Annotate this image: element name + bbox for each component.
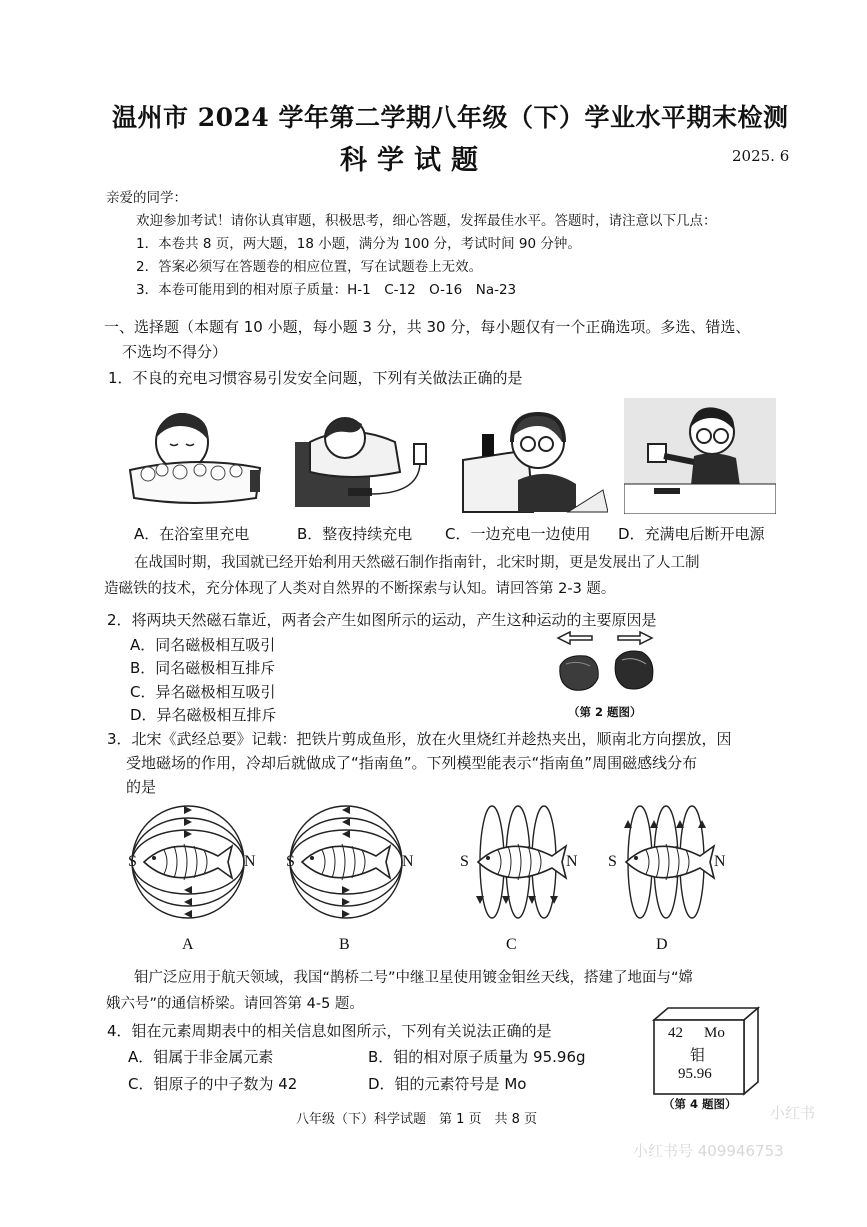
fig-c-south-label: S [460,853,469,870]
fig-b-north-label: N [402,853,414,870]
passage-1: 在战国时期，我国就已经开始利用天然磁石制作指南针，北宋时期，更是发展出了人工制 [134,555,700,571]
fig-b-label: B [339,936,350,953]
q2-option-d: D．异名磁极相互排斥 [130,706,277,724]
page-footer: 八年级（下）科学试题 第 1 页 共 8 页 [296,1112,538,1127]
fig-d-south-label: S [608,853,617,870]
element-name: 钼 [690,1046,706,1064]
notice-item: 3．本卷可能用到的相对原子质量：H-1 C-12 O-16 Na-23 [136,282,517,298]
fish-field-model-b [276,800,416,928]
fig-a-label: A [182,936,194,953]
overnight-charging-illustration [290,402,440,514]
fig-a-north-label: N [244,853,256,870]
q2-option-b: B．同名磁极相互排斥 [130,659,276,677]
notice-item: 2．答案必须写在答题卷的相应位置，写在试题卷上无效。 [136,259,483,275]
element-mass: 95.96 [678,1066,712,1082]
magnets-repelling-figure [552,630,664,700]
q4-option-c: C．钼原子的中子数为 42 [128,1075,298,1093]
question-3-stem-cont: 受地磁场的作用，冷却后就做成了“指南鱼”。下列模型能表示“指南鱼”周围磁感线分布 [126,754,698,772]
passage-1-cont: 造磁铁的技术，充分体现了人类对自然界的不断探索与认知。请回答第 2-3 题。 [104,581,616,597]
question-2-stem: 2．将两块天然磁石靠近，两者会产生如图所示的运动，产生这种运动的主要原因是 [107,611,657,629]
question-3-stem: 3．北宋《武经总要》记载：把铁片剪成鱼形，放在火里烧红并趁热夹出，顺南北方向摆放，因 [107,730,732,748]
fig-c-north-label: N [566,853,578,870]
q4-option-b: B．钼的相对原子质量为 95.96g [368,1048,586,1066]
passage-2: 钼广泛应用于航天领域，我国“鹊桥二号”中继卫星使用镀金钼丝天线，搭建了地面与“嫦 [134,970,694,986]
exam-subtitle: 科学试题 [340,145,488,176]
watermark-id: 小红书号 409946753 [633,1142,784,1160]
notice-item: 1．本卷共 8 页，两大题，18 小题，满分为 100 分，考试时间 90 分钟。 [136,236,581,252]
watermark-logo: 小红书 [770,1104,816,1122]
q1-option-d: D．充满电后断开电源 [618,525,765,543]
q2-option-c: C．异名磁极相互吸引 [130,683,276,701]
q4-figure-caption: （第 4 题图） [663,1097,737,1111]
q4-option-d: D．钼的元素符号是 Mo [368,1075,527,1093]
question-4-stem: 4．钼在元素周期表中的相关信息如图所示，下列有关说法正确的是 [107,1022,552,1040]
q1-option-b: B．整夜持续充电 [297,525,413,543]
bathroom-charging-illustration [120,400,270,515]
fig-d-label: D [656,936,668,953]
fish-field-model-a [118,800,258,928]
q4-option-a: A．钼属于非金属元素 [128,1048,274,1066]
fig-c-label: C [506,936,517,953]
section-heading-cont: 不选均不得分） [122,343,228,361]
charging-while-using-illustration [458,400,608,514]
notice-intro: 欢迎参加考试！请你认真审题，积极思考，细心答题，发挥最佳水平。答题时，请注意以下几点： [136,213,717,229]
element-atomic-number: 42 [668,1025,683,1041]
fig-b-south-label: S [286,853,295,870]
greeting: 亲爱的同学： [106,190,187,206]
question-3-stem-cont: 的是 [126,778,157,796]
exam-title: 温州市 2024 学年第二学期八年级（下）学业水平期末检测 [112,103,789,132]
exam-date: 2025. 6 [732,147,790,165]
question-1-stem: 1．不良的充电习惯容易引发安全问题，下列有关做法正确的是 [108,369,523,387]
section-heading: 一、选择题（本题有 10 小题，每小题 3 分，共 30 分，每小题仅有一个正确选项。多选、错选、 [104,318,751,336]
q1-option-c: C．一边充电一边使用 [445,525,591,543]
q1-option-a: A．在浴室里充电 [134,525,250,543]
element-symbol: Mo [704,1025,725,1041]
unplug-after-charging-illustration [624,398,776,514]
q2-option-a: A．同名磁极相互吸引 [130,636,276,654]
fig-a-south-label: S [128,853,137,870]
fig-d-north-label: N [714,853,726,870]
passage-2-cont: 娥六号”的通信桥梁。请回答第 4-5 题。 [106,996,364,1012]
q2-figure-caption: （第 2 题图） [568,705,642,719]
